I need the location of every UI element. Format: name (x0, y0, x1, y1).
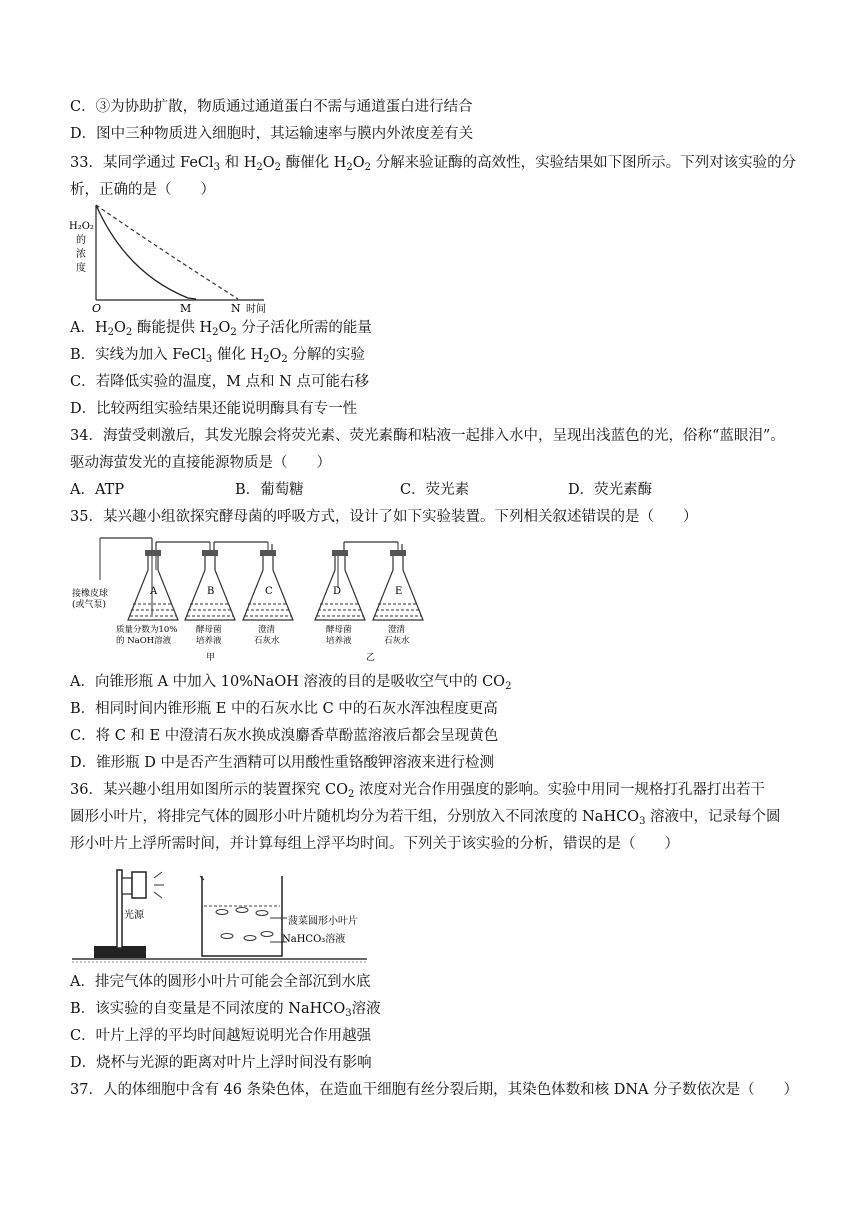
flask-e (373, 544, 423, 620)
q33-stem-line2: 析，正确的是（ ） (70, 182, 215, 198)
flask-a-label-2: 的 NaOH溶液 (116, 636, 172, 646)
flask-c-label-2: 石灰水 (254, 636, 280, 646)
q33-option-b: B．实线为加入 FeCl$_3$ 催化 $H_2O_2$ 分解的实验 (70, 347, 365, 365)
nahco3-label: NaHCO₃溶液 (282, 934, 346, 945)
q34-option-c: C．荧光素 (400, 482, 470, 498)
q35-option-b: B．相同时间内锥形瓶 E 中的石灰水比 C 中的石灰水浑浊程度更高 (70, 701, 498, 717)
flask-a (128, 550, 178, 620)
leaf-disc-label: 菠菜圆形小叶片 (288, 916, 358, 927)
flask-b-letter: B (207, 586, 215, 597)
q36-apparatus-figure (72, 858, 372, 966)
pump-label-2: (或气泵) (72, 600, 107, 610)
q36-option-a: A．排完气体的圆形小叶片可能会全部沉到水底 (70, 974, 371, 990)
lamp-body (132, 872, 146, 898)
graph-ylabel-h2o2: H₂O₂ (69, 221, 94, 232)
q36-stem-line1: 36．某兴趣小组用如图所示的装置探究 $CO_2$ 浓度对光合作用强度的影响。实验中用同一规格打孔器打出若干 (70, 782, 766, 800)
q33-concentration-graph (68, 203, 278, 313)
graph-ylabel-nong: 浓 (76, 249, 86, 260)
q34-option-a: A．ATP (70, 482, 125, 498)
flask-d-label-2: 培养液 (326, 636, 352, 646)
q36-option-b: B．该实验的自变量是不同浓度的 NaHCO$_3$溶液 (70, 1001, 381, 1019)
flask-e-letter: E (395, 586, 403, 597)
graph-ylabel-du: 度 (76, 263, 86, 274)
flask-c-letter: C (265, 586, 273, 597)
flask-b-label-2: 培养液 (196, 636, 222, 646)
q36-option-d: D．烧杯与光源的距离对叶片上浮时间没有影响 (70, 1055, 372, 1071)
dashed-curve (96, 205, 238, 299)
graph-n-label: N (231, 302, 241, 313)
flask-d-letter: D (333, 586, 342, 597)
group-yi-label: 乙 (366, 653, 376, 663)
q33-option-d: D．比较两组实验结果还能说明酶具有专一性 (70, 401, 358, 417)
q35-option-c: C．将 C 和 E 中澄清石灰水换成溴麝香草酚蓝溶液后都会呈现黄色 (70, 728, 499, 744)
q35-option-a: A．向锥形瓶 A 中加入 10%NaOH 溶液的目的是吸收空气中的 $CO_2$ (70, 674, 512, 692)
graph-m-label: M (180, 302, 192, 313)
q32-option-d: D．图中三种物质进入细胞时，其运输速率与膜内外浓度差有关 (70, 126, 474, 142)
group-jia-label: 甲 (206, 653, 216, 663)
light-ray (154, 872, 162, 878)
q33-stem-line1: 33．某同学通过 FeCl$_3$ 和 $H_2O_2$ 酶催化 $H_2O_2$ 分解来验证酶的高效性，实验结果如下图所示。下列对该实验的分 (70, 155, 797, 173)
stand-rod (117, 870, 122, 948)
q34-options-row (70, 480, 790, 500)
q33-option-c: C．若降低实验的温度，M 点和 N 点可能右移 (70, 374, 369, 390)
q35-stem: 35．某兴趣小组欲探究酵母菌的呼吸方式，设计了如下实验装置。下列相关叙述错误的是（ ） (70, 509, 698, 525)
q35-option-d: D．锥形瓶 D 中是否产生酒精可以用酸性重铬酸钾溶液来进行检测 (70, 755, 494, 771)
flask-b (185, 550, 235, 620)
q33-option-a: A．$H_2O_2$ 酶能提供 $H_2O_2$ 分子活化所需的能量 (70, 320, 372, 338)
graph-xlabel: 时间 (246, 304, 266, 313)
flask-a-letter: A (150, 586, 158, 597)
flask-e-label-1: 澄清 (388, 625, 406, 635)
q34-stem-line1: 34．海萤受刺激后，其发光腺会将荧光素、荧光素酶和粘液一起排入水中，呈现出浅蓝色的光，俗称“蓝眼泪”。 (70, 428, 785, 444)
q36-stem-line2: 圆形小叶片，将排完气体的圆形小叶片随机均分为若干组，分别放入不同浓度的 NaHCO$_3$ 溶液中，记录每个圆 (70, 809, 781, 827)
light-source-label: 光源 (124, 910, 144, 921)
flask-c-label-1: 澄清 (258, 625, 276, 635)
flask-c (243, 544, 293, 620)
q32-option-c: C．③为协助扩散，物质通过通道蛋白不需与通道蛋白进行结合 (70, 99, 473, 115)
flask-d (315, 550, 365, 620)
q37-stem: 37．人的体细胞中含有 46 条染色体，在造血干细胞有丝分裂后期，其染色体数和核 DNA 分子数依次是（ ） (70, 1082, 799, 1098)
q36-option-c: C．叶片上浮的平均时间越短说明光合作用越强 (70, 1028, 372, 1044)
flask-d-label-1: 酵母菌 (326, 625, 352, 635)
graph-ylabel-de: 的 (76, 235, 86, 246)
q36-stem-line3: 形小叶片上浮所需时间，并计算每组上浮平均时间。下列关于该实验的分析，错误的是（ ） (70, 836, 679, 852)
q34-option-d: D．荧光素酶 (568, 482, 653, 498)
flask-e-label-2: 石灰水 (384, 636, 410, 646)
flask-b-label-1: 酵母菌 (196, 625, 222, 635)
beaker (202, 876, 282, 956)
q34-stem-line2: 驱动海萤发光的直接能源物质是（ ） (70, 455, 331, 471)
flask-a-label-1: 质量分数为10% (116, 625, 178, 635)
q34-option-b: B．葡萄糖 (235, 482, 304, 498)
solid-curve (96, 205, 196, 299)
pump-label-1: 接橡皮球 (72, 589, 109, 599)
q35-apparatus-figure (70, 530, 430, 665)
graph-origin-label: O (92, 302, 102, 313)
